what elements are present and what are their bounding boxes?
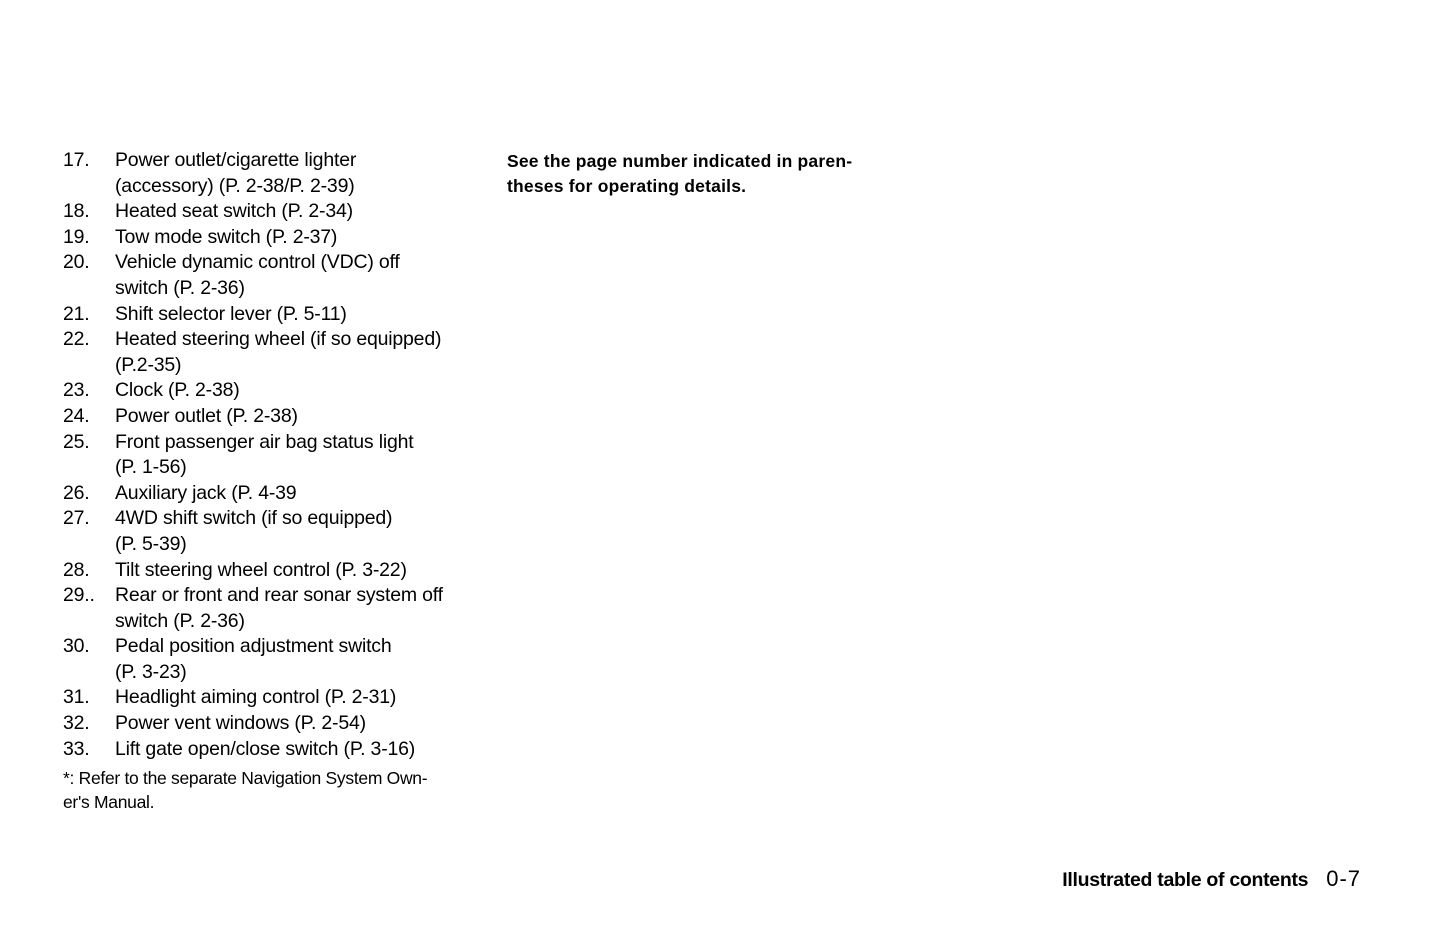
item-number: 31. xyxy=(63,686,90,709)
item-number: 33. xyxy=(63,737,90,760)
list-item xyxy=(63,711,483,737)
item-text: Lift gate open/close switch (P. 3-16) xyxy=(115,737,416,760)
list-item xyxy=(63,199,483,225)
item-number: 18. xyxy=(63,200,90,223)
item-text: Clock (P. 2-38) xyxy=(115,379,240,402)
item-text: Power vent windows (P. 2-54) xyxy=(115,712,366,735)
operating-details-note: See the page number indicated in paren- theses for operating details. xyxy=(507,151,853,196)
item-text: Front passenger air bag status light (P. 1-56) xyxy=(115,430,414,479)
item-number: 30. xyxy=(63,635,90,658)
item-text: Power outlet (P. 2-38) xyxy=(115,404,298,427)
list-item xyxy=(63,250,483,301)
list-item xyxy=(63,430,483,481)
item-text: Vehicle dynamic control (VDC) off switch (P. 2-36) xyxy=(115,251,400,299)
item-text: Tilt steering wheel control (P. 3-22) xyxy=(115,558,407,581)
list-item xyxy=(63,634,483,685)
item-text: Shift selector lever (P. 5-11) xyxy=(115,302,347,325)
list-item xyxy=(63,378,483,404)
list-item xyxy=(63,404,483,430)
list-item xyxy=(63,506,483,557)
item-text: Pedal position adjustment switch (P. 3-23) xyxy=(115,635,392,683)
item-number: 19. xyxy=(63,225,90,248)
item-text: Tow mode switch (P. 2-37) xyxy=(115,225,338,248)
item-number: 29.. xyxy=(63,584,95,607)
item-number: 28. xyxy=(63,558,90,581)
list-item xyxy=(63,558,483,584)
item-number: 23. xyxy=(63,379,90,402)
list-item xyxy=(63,302,483,328)
item-number: 32. xyxy=(63,712,90,735)
list-item xyxy=(63,685,483,711)
item-text: Auxiliary jack (P. 4-39 xyxy=(115,481,297,504)
list-item xyxy=(63,148,483,199)
list-item xyxy=(63,481,483,507)
item-number: 22. xyxy=(63,328,90,351)
page-footer xyxy=(1062,866,1361,892)
item-text: Heated seat switch (P. 2-34) xyxy=(115,200,353,223)
item-text: Headlight aiming control (P. 2-31) xyxy=(115,686,397,709)
list-item xyxy=(63,225,483,251)
list-item xyxy=(63,737,483,763)
section-title: Illustrated table of contents xyxy=(1062,869,1309,891)
item-number: 26. xyxy=(63,481,90,504)
item-number: 17. xyxy=(63,149,90,171)
item-number: 27. xyxy=(63,507,90,530)
page-number: 0-7 xyxy=(1326,866,1361,891)
item-text: Power outlet/cigarette lighter (accessory) (P. 2-38/P. 2-39) xyxy=(115,149,357,197)
item-number: 24. xyxy=(63,404,90,427)
item-number: 20. xyxy=(63,251,90,274)
footnote: *: Refer to the separate Navigation System Own- er's Manual. xyxy=(63,768,428,813)
list-item xyxy=(63,327,483,378)
item-number: 21. xyxy=(63,302,90,325)
item-text: Heated steering wheel (if so equipped) (P.2-35) xyxy=(115,328,442,376)
item-text: 4WD shift switch (if so equipped) (P. 5-39) xyxy=(115,507,393,555)
item-number: 25. xyxy=(63,430,90,453)
item-text: Rear or front and rear sonar system off switch (P. 2-36) xyxy=(115,584,443,632)
contents-list xyxy=(63,148,483,814)
list-item xyxy=(63,583,483,634)
